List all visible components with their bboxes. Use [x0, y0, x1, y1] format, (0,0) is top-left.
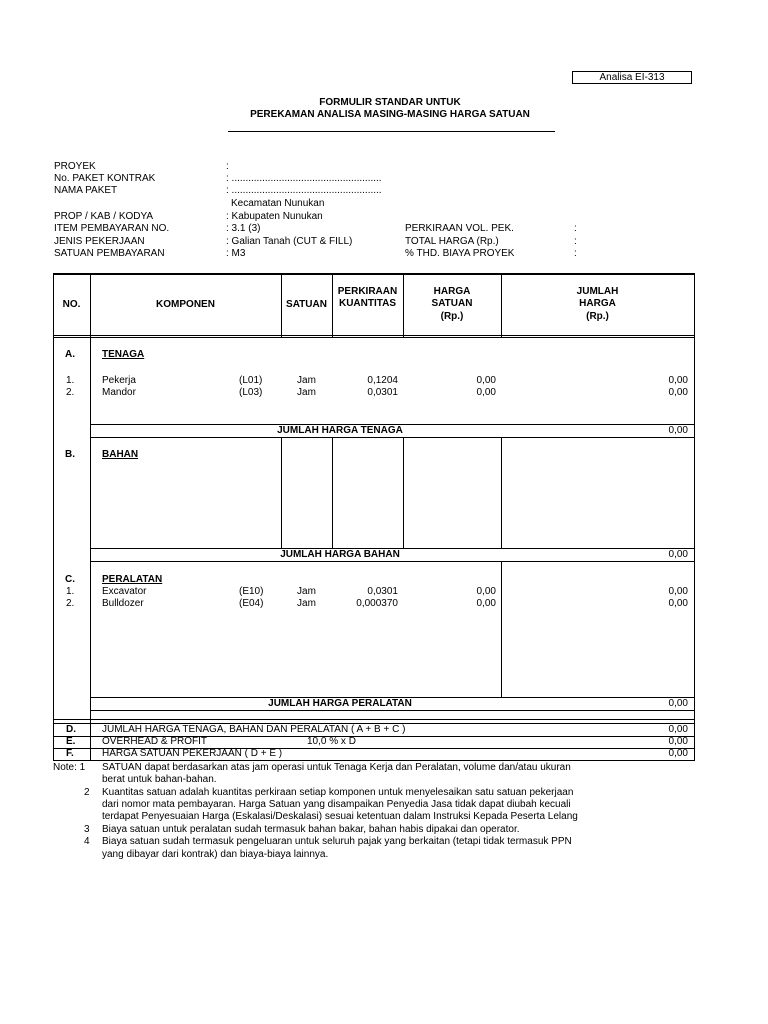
note-1-line-1: SATUAN dapat berdasarkan atas jam operasi untuk Tenaga Kerja dan Peralatan, volume dan/atau ukuran	[102, 762, 571, 773]
row-f-bottom	[53, 760, 694, 761]
subtotal-b-label: JUMLAH HARGA BAHAN	[280, 549, 400, 560]
section-b-letter: B.	[65, 449, 75, 460]
header-bottom-border	[53, 335, 694, 336]
note-3-line-1: Biaya satuan untuk peralatan sudah termasuk bahan bakar, bahan habis dipakai dan operator.	[102, 824, 520, 835]
hdr-jumlah-3: (Rp.)	[586, 311, 609, 322]
table-right-border	[694, 273, 695, 761]
row-c2-total: 0,00	[668, 598, 688, 609]
row-a1-qty: 0,1204	[367, 375, 398, 386]
b-col-2	[332, 437, 333, 548]
total-label: TOTAL HARGA (Rp.)	[405, 236, 499, 247]
row-c2-no: 2.	[66, 598, 75, 609]
hdr-komponen: KOMPONEN	[156, 299, 215, 310]
sub-b-bottom	[90, 561, 694, 562]
note-2-no: 2	[84, 787, 90, 798]
summary-d-letter: D.	[66, 724, 76, 735]
hdr-satuan: SATUAN	[286, 299, 327, 310]
note-2-line-2: dari nomor mata pembayaran. Harga Satuan yang disampaikan Penyedia Jasa tidak dapat diubah kecuali	[102, 799, 571, 810]
row-a1-code: (L01)	[239, 375, 263, 386]
row-c1-code: (E10)	[239, 586, 264, 597]
summary-f-label: HARGA SATUAN PEKERJAAN ( D + E )	[102, 748, 283, 759]
form-code-box: Analisa EI-313	[572, 71, 692, 84]
note-4-no: 4	[84, 836, 90, 847]
row-c1-total: 0,00	[668, 586, 688, 597]
row-a2-no: 2.	[66, 387, 75, 398]
summary-d-value: 0,00	[668, 724, 688, 735]
summary-e-label: OVERHEAD & PROFIT	[102, 736, 208, 747]
section-a-letter: A.	[65, 349, 75, 360]
row-a2-qty: 0,0301	[367, 387, 398, 398]
section-a-title: TENAGA	[102, 349, 145, 360]
sub-a-bottom	[90, 437, 694, 438]
hdr-harga-1: HARGA	[433, 286, 471, 297]
note-3-no: 3	[84, 824, 90, 835]
b-col-4	[501, 437, 502, 548]
subtotal-c-label: JUMLAH HARGA PERALATAN	[268, 698, 412, 709]
proyek-label: PROYEK	[54, 161, 96, 172]
jenis-value: : Galian Tanah (CUT & FILL)	[226, 236, 353, 247]
vol-label: PERKIRAAN VOL. PEK.	[405, 223, 514, 234]
row-c2-price: 0,00	[476, 598, 496, 609]
row-c1-price: 0,00	[476, 586, 496, 597]
hdr-no: NO.	[62, 299, 81, 310]
table-left-border	[53, 273, 54, 761]
row-a2-total: 0,00	[668, 387, 688, 398]
b-col-1	[281, 437, 282, 548]
summary-e-extra: 10,0 % x D	[307, 736, 356, 747]
main-bottom-border	[53, 719, 694, 720]
b-col-3	[403, 437, 404, 548]
header-bottom-border-2	[53, 337, 694, 338]
note-2-line-1: Kuantitas satuan adalah kuantitas perkiraan setiap komponen untuk menyelesaikan satu satuan pekerjaan	[102, 787, 574, 798]
subtotal-a-value: 0,00	[668, 425, 688, 436]
row-a1-name: Pekerja	[102, 375, 136, 386]
item-label: ITEM PEMBAYARAN NO.	[54, 223, 170, 234]
nama-paket-label: NAMA PAKET	[54, 185, 118, 196]
note-prefix: Note: 1	[53, 762, 86, 773]
persen-value: :	[574, 248, 577, 259]
subtotal-c-value: 0,00	[668, 698, 688, 709]
row-c1-unit: Jam	[297, 586, 316, 597]
note-4-line-1: Biaya satuan sudah termasuk pengeluaran untuk seluruh pajak yang berkaitan (tetapi tidak termasuk PPN	[102, 836, 572, 847]
summary-f-value: 0,00	[668, 748, 688, 759]
title-line-1: FORMULIR STANDAR UNTUK	[319, 97, 461, 108]
title-underline	[228, 131, 555, 132]
row-a2-unit: Jam	[297, 387, 316, 398]
c-col-4	[501, 561, 502, 697]
satuan-value: : M3	[226, 248, 246, 259]
hdr-jumlah-2: HARGA	[579, 298, 616, 309]
total-value: :	[574, 236, 577, 247]
hdr-kuantitas-2: KUANTITAS	[338, 298, 397, 309]
subtotal-a-label: JUMLAH HARGA TENAGA	[277, 425, 403, 436]
col-no-right	[90, 273, 91, 761]
row-a2-price: 0,00	[476, 387, 496, 398]
item-value: : 3.1 (3)	[226, 223, 261, 234]
row-c2-code: (E04)	[239, 598, 264, 609]
summary-d-label: JUMLAH HARGA TENAGA, BAHAN DAN PERALATAN ( A + B + C )	[102, 724, 406, 735]
sub-c-bottom	[90, 710, 694, 711]
vol-value: :	[574, 223, 577, 234]
proyek-value: :	[226, 161, 229, 172]
section-c-title: PERALATAN	[102, 574, 163, 585]
row-c1-no: 1.	[66, 586, 75, 597]
prop-label: PROP / KAB / KODYA	[54, 211, 154, 222]
summary-f-letter: F.	[66, 748, 74, 759]
note-2-line-3: terdapat Penyesuaian Harga (Eskalasi/Deskalasi) sesuai ketentuan dalam Instruksi Kepada Peserta Lelang	[102, 811, 578, 822]
row-a1-total: 0,00	[668, 375, 688, 386]
kecamatan-text: Kecamatan Nunukan	[231, 198, 325, 209]
hdr-harga-3: (Rp.)	[440, 311, 464, 322]
section-c-letter: C.	[65, 574, 75, 585]
row-a2-code: (L03)	[239, 387, 263, 398]
row-c1-name: Excavator	[102, 586, 147, 597]
prop-value: : Kabupaten Nunukan	[226, 211, 323, 222]
subtotal-b-value: 0,00	[668, 549, 688, 560]
hdr-kuantitas-1: PERKIRAAN	[337, 286, 398, 297]
row-a1-unit: Jam	[297, 375, 316, 386]
paket-kontrak-label: No. PAKET KONTRAK	[54, 173, 156, 184]
hdr-jumlah-1: JUMLAH	[576, 286, 619, 297]
summary-e-letter: E.	[66, 736, 76, 747]
note-4-line-2: yang dibayar dari kontrak) dan biaya-biaya lainnya.	[102, 849, 329, 860]
hdr-harga-2: SATUAN	[431, 298, 473, 309]
row-a1-price: 0,00	[476, 375, 496, 386]
row-a2-name: Mandor	[102, 387, 136, 398]
row-c2-name: Bulldozer	[102, 598, 144, 609]
title-line-2: PEREKAMAN ANALISA MASING-MASING HARGA SATUAN	[250, 109, 530, 120]
jenis-label: JENIS PEKERJAAN	[54, 236, 145, 247]
row-c1-qty: 0,0301	[367, 586, 398, 597]
paket-kontrak-value: : ......................................................	[226, 173, 382, 184]
row-c2-unit: Jam	[297, 598, 316, 609]
nama-paket-value: : ......................................................	[226, 185, 382, 196]
note-1-line-2: berat untuk bahan-bahan.	[102, 774, 217, 785]
satuan-label: SATUAN PEMBAYARAN	[54, 248, 165, 259]
row-a1-no: 1.	[66, 375, 75, 386]
summary-e-value: 0,00	[668, 736, 688, 747]
persen-label: % THD. BIAYA PROYEK	[405, 248, 515, 259]
row-c2-qty: 0,000370	[356, 598, 398, 609]
table-top-border	[53, 273, 694, 275]
section-b-title: BAHAN	[102, 449, 139, 460]
